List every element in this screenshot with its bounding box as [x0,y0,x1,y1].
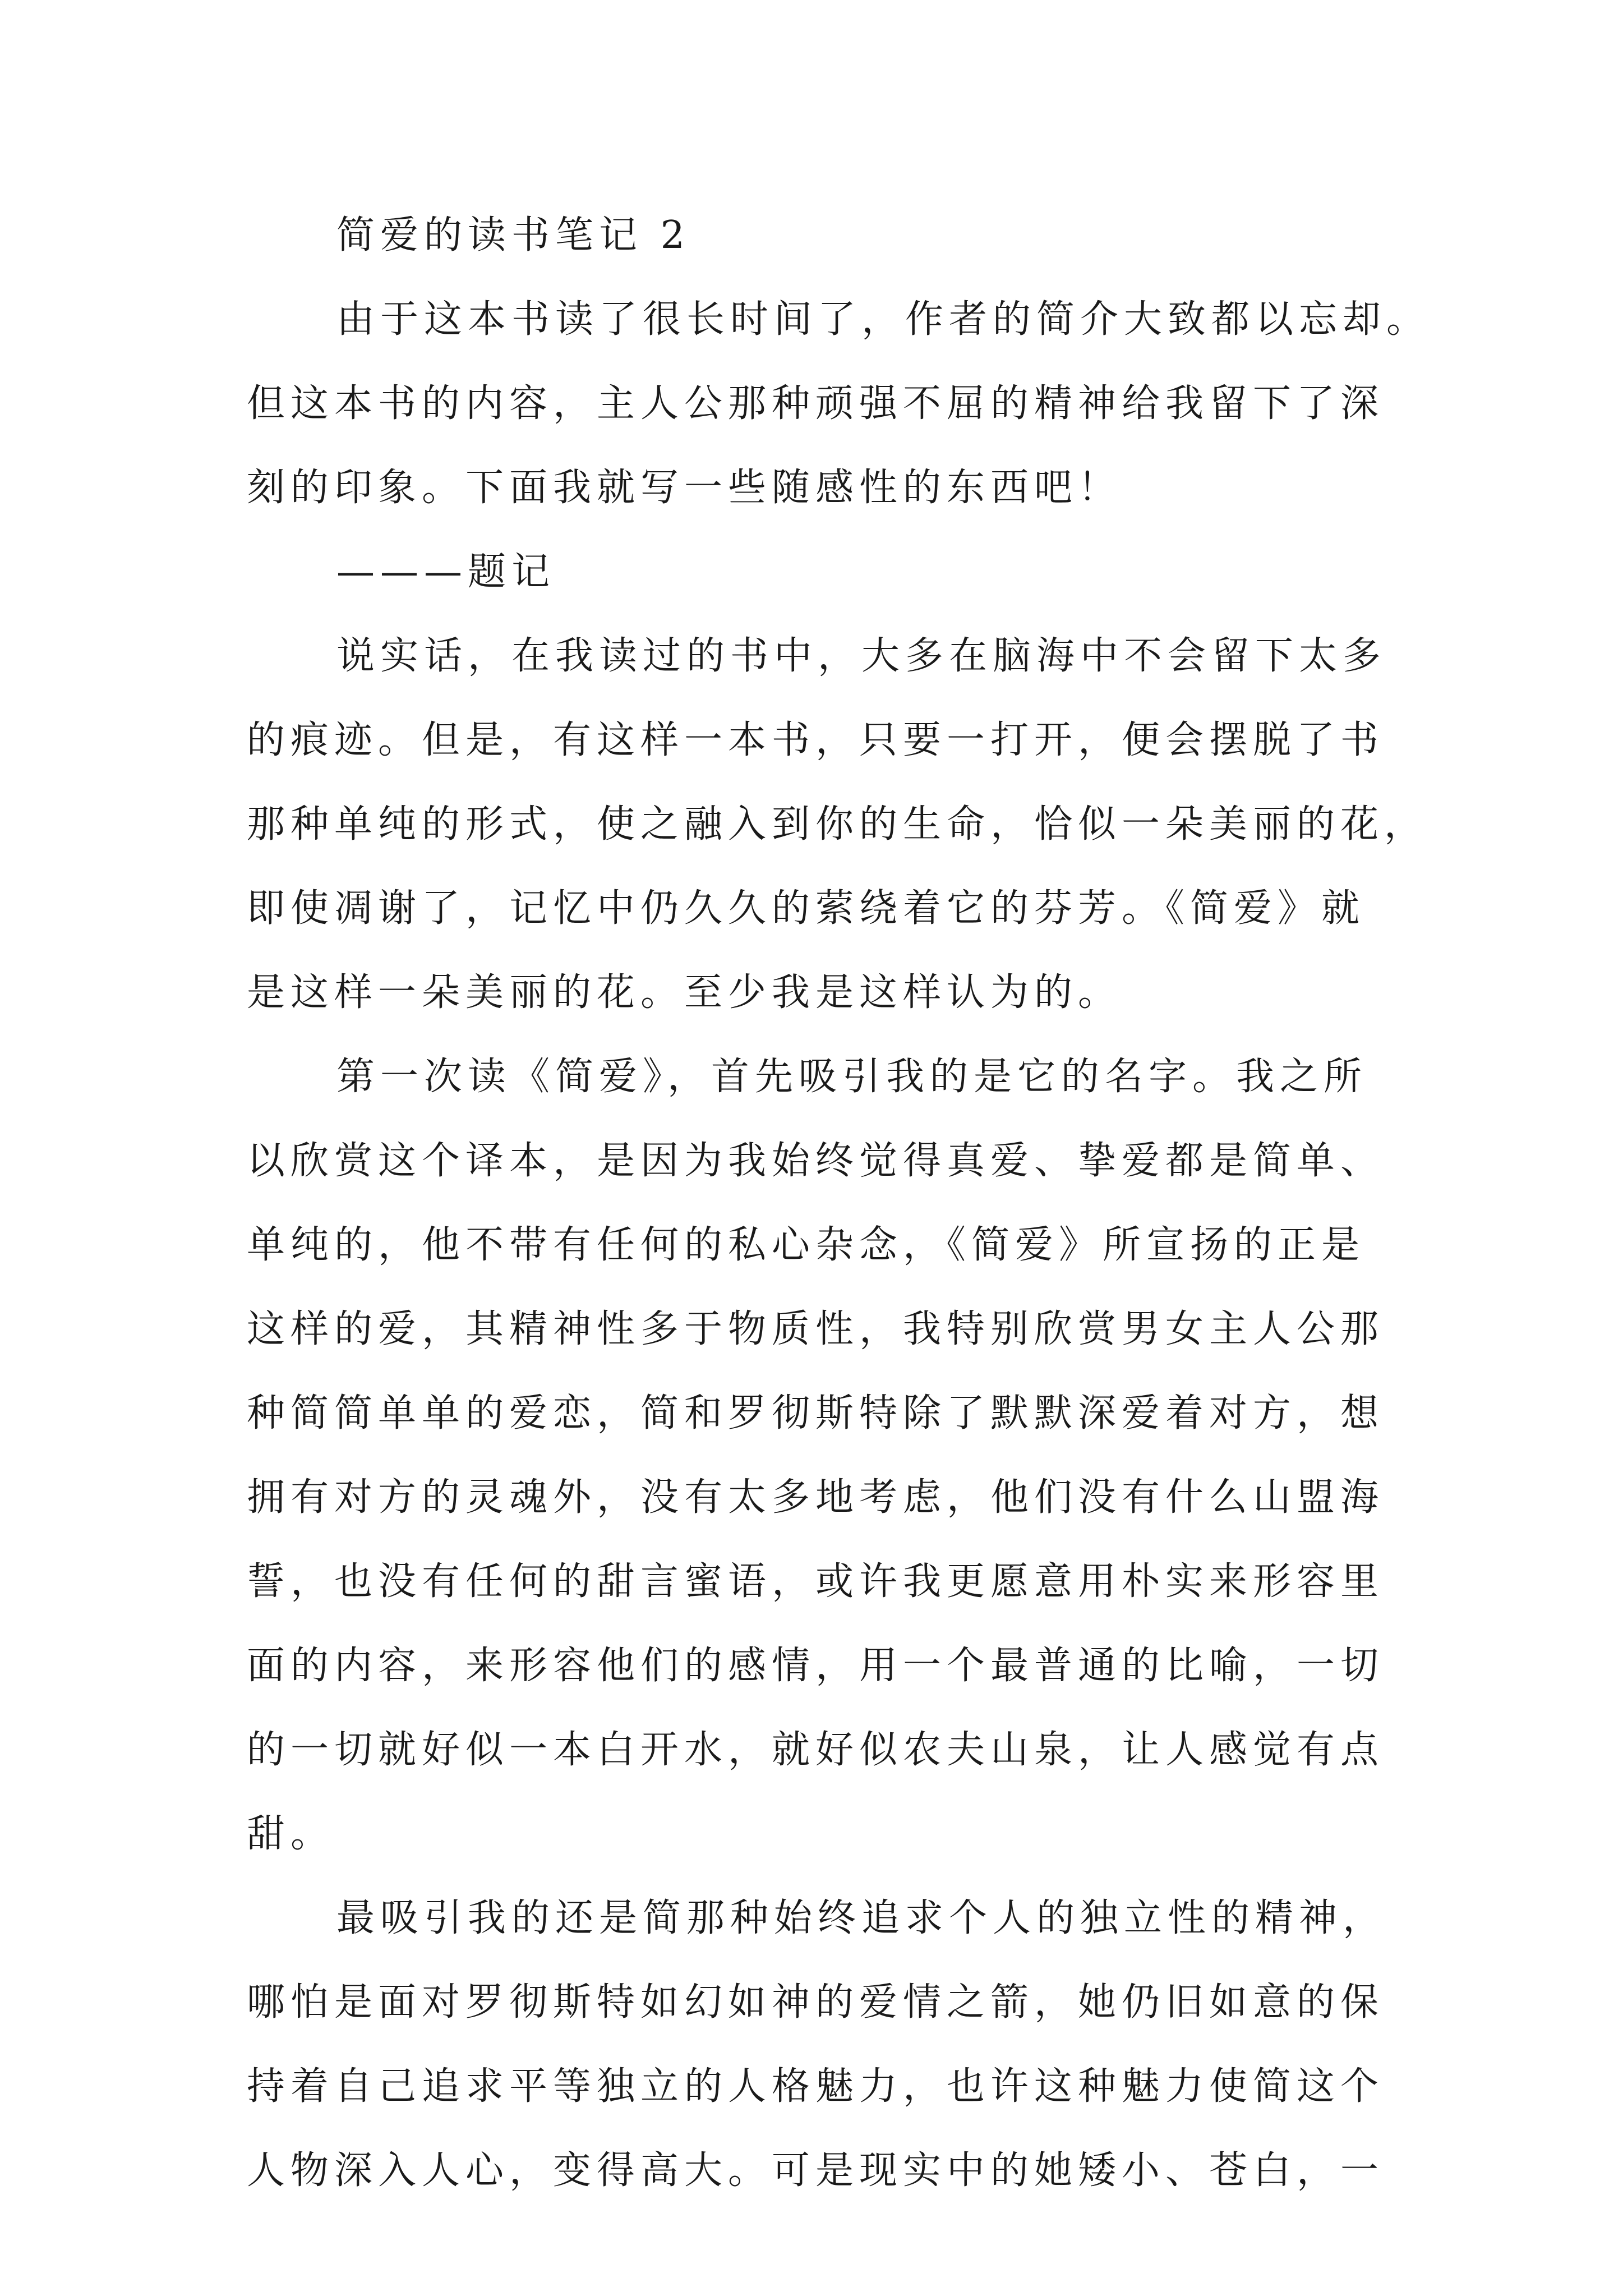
paragraph-line: 种简简单单的爱恋，简和罗彻斯特除了默默深爱着对方，想 [247,1391,1385,1435]
paragraph-line: 说实话，在我读过的书中，大多在脑海中不会留下太多 [336,634,1387,678]
paragraph-line: 持着自己追求平等独立的人格魅力，也许这种魅力使简这个 [247,2064,1385,2109]
paragraph-line: 以欣赏这个译本，是因为我始终觉得真爱、挚爱都是简单、 [247,1139,1385,1183]
paragraph-line: 由于这本书读了很长时间了，作者的简介大致都以忘却。 [336,297,1431,342]
paragraph-line: 人物深入人心，变得高大。可是现实中的她矮小、苍白，一 [247,2148,1385,2193]
paragraph-line: 是这样一朵美丽的花。至少我是这样认为的。 [247,970,1122,1015]
paragraph-line: 的痕迹。但是，有这样一本书，只要一打开，便会摆脱了书 [247,718,1385,762]
paragraph-line: 最吸引我的还是简那种始终追求个人的独立性的精神， [336,1896,1387,1940]
paragraph-honest-words [247,614,1428,1035]
paragraph-line: 那种单纯的形式，使之融入到你的生命，恰似一朵美丽的花， [247,802,1428,846]
paragraph-line: 面的内容，来形容他们的感情，用一个最普通的比喻，一切 [247,1644,1385,1688]
paragraph-line: 但这本书的内容，主人公那种顽强不屈的精神给我留下了深 [247,381,1385,426]
paragraph-line: 即使凋谢了，记忆中仍久久的萦绕着它的芬芳。《简爱》就 [247,886,1366,931]
paragraph-line: 甜。 [247,1812,335,1856]
paragraph-line: 哪怕是面对罗彻斯特如幻如神的爱情之箭，她仍旧如意的保 [247,1980,1385,2024]
paragraph-line: ———题记 [336,550,556,594]
paragraph-line: 誓，也没有任何的甜言蜜语，或许我更愿意用朴实来形容里 [247,1559,1385,1604]
paragraph-epigraph [247,530,1380,614]
paragraph-line: 刻的印象。下面我就写一些随感性的东西吧！ [247,466,1122,510]
paragraph-line: 拥有对方的灵魂外，没有太多地考虑，他们没有什么山盟海 [247,1475,1385,1520]
paragraph-line: 的一切就好似一本白开水，就好似农夫山泉，让人感觉有点 [247,1728,1385,1772]
paragraph-line: 单纯的，他不带有任何的私心杂念，《简爱》所宣扬的正是 [247,1223,1366,1267]
document-body [247,194,1431,2213]
document-title: 简爱的读书笔记 2 [336,213,690,257]
paragraph-line: 这样的爱，其精神性多于物质性，我特别欣赏男女主人公那 [247,1307,1385,1351]
paragraph-independence [247,1876,1387,2213]
paragraph-line: 第一次读《简爱》，首先吸引我的是它的名字。我之所 [336,1055,1368,1099]
paragraph-intro [247,278,1431,530]
paragraph-first-read [247,1035,1385,1876]
